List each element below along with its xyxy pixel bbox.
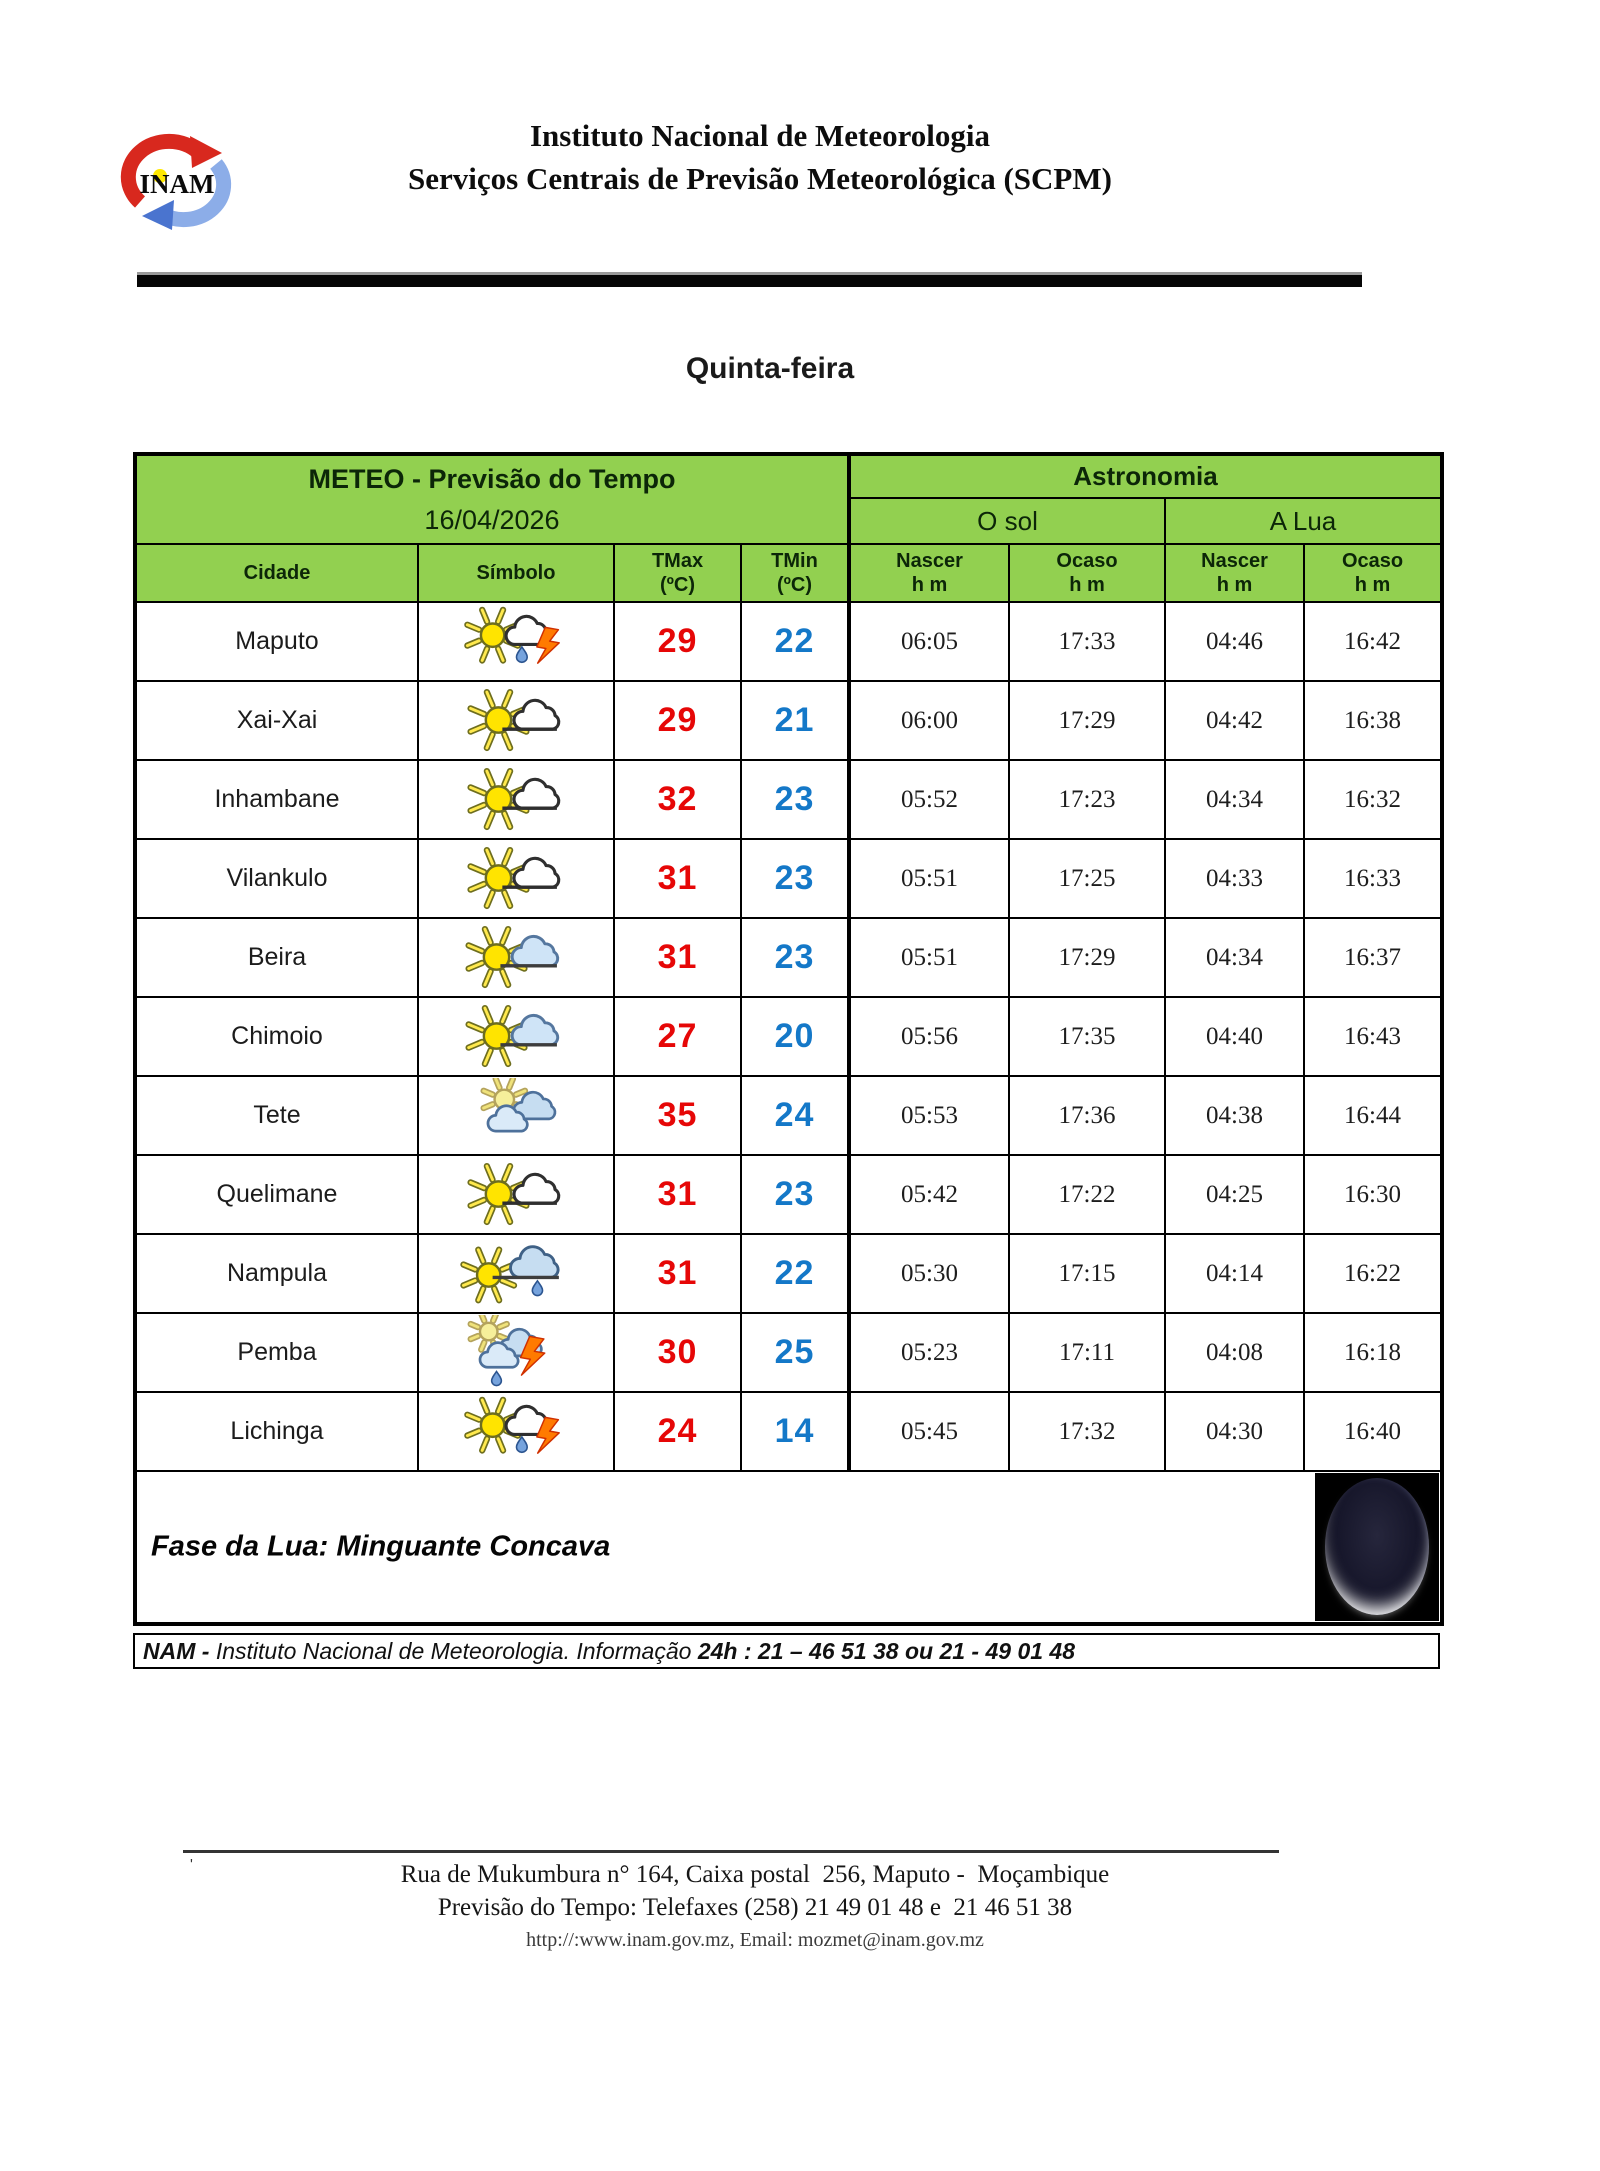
org-title <box>250 118 1270 197</box>
forecast-table <box>133 452 1444 1626</box>
col-header-sun-ocaso: Ocaso h m <box>1009 544 1165 602</box>
moon-rise-time: 04:14 <box>1165 1234 1304 1313</box>
city-name: Pemba <box>135 1313 418 1392</box>
moon-rise-time: 04:34 <box>1165 918 1304 997</box>
moon-rise-time: 04:42 <box>1165 681 1304 760</box>
weather-symbol-cell <box>418 760 614 839</box>
tmin-value: 22 <box>741 602 849 681</box>
sun-set-time: 17:35 <box>1009 997 1165 1076</box>
city-name: Tete <box>135 1076 418 1155</box>
col-header-tmax: TMax (ºC) <box>614 544 741 602</box>
logo-text: INAM <box>139 169 215 199</box>
moon-set-time: 16:33 <box>1304 839 1442 918</box>
moon-rise-time: 04:34 <box>1165 760 1304 839</box>
city-name: Inhambane <box>135 760 418 839</box>
moon-section-header: A Lua <box>1165 498 1442 544</box>
city-name: Lichinga <box>135 1392 418 1471</box>
moon-rise-time: 04:08 <box>1165 1313 1304 1392</box>
tmax-value: 27 <box>614 997 741 1076</box>
city-name: Chimoio <box>135 997 418 1076</box>
table-row <box>135 1155 1442 1234</box>
sun-set-time: 17:36 <box>1009 1076 1165 1155</box>
info-phone-numbers: 24h : 21 – 46 51 38 ou 21 - 49 01 48 <box>697 1637 1076 1664</box>
sun-set-time: 17:29 <box>1009 681 1165 760</box>
sun-cloud-icon <box>419 683 613 759</box>
tmin-value: 23 <box>741 918 849 997</box>
tmax-value: 31 <box>614 918 741 997</box>
city-name: Beira <box>135 918 418 997</box>
col-header-moon-ocaso: Ocaso h m <box>1304 544 1442 602</box>
weather-symbol-cell <box>418 839 614 918</box>
tmin-value: 24 <box>741 1076 849 1155</box>
moon-rise-time: 04:46 <box>1165 602 1304 681</box>
sun-rise-time: 05:51 <box>849 918 1009 997</box>
sun-rise-time: 05:52 <box>849 760 1009 839</box>
sun-set-time: 17:11 <box>1009 1313 1165 1392</box>
tmax-value: 31 <box>614 1234 741 1313</box>
forecast-date: 16/04/2026 <box>424 504 560 535</box>
footer <box>200 1861 1310 1952</box>
org-title-line2: Serviços Centrais de Previsão Meteorológica (SCPM) <box>408 161 1112 196</box>
footer-rule <box>183 1850 1279 1853</box>
sun-cloud-rain-lightning-icon <box>419 604 613 680</box>
info-prefix: NAM - <box>143 1637 216 1664</box>
inam-logo <box>116 126 238 234</box>
weather-symbol-cell <box>418 602 614 681</box>
tmin-value: 23 <box>741 1155 849 1234</box>
tmax-value: 30 <box>614 1313 741 1392</box>
sun-rise-time: 05:30 <box>849 1234 1009 1313</box>
tmin-value: 21 <box>741 681 849 760</box>
tmax-value: 29 <box>614 681 741 760</box>
city-name: Maputo <box>135 602 418 681</box>
city-name: Nampula <box>135 1234 418 1313</box>
footer-tick: ' <box>190 1856 193 1873</box>
moon-phase-row <box>135 1471 1442 1624</box>
tmin-value: 23 <box>741 760 849 839</box>
moon-rise-time: 04:38 <box>1165 1076 1304 1155</box>
sun-rise-time: 06:05 <box>849 602 1009 681</box>
city-name: Quelimane <box>135 1155 418 1234</box>
col-header-cidade: Cidade <box>135 544 418 602</box>
moon-set-time: 16:43 <box>1304 997 1442 1076</box>
tmax-value: 29 <box>614 602 741 681</box>
moon-set-time: 16:22 <box>1304 1234 1442 1313</box>
table-row <box>135 1234 1442 1313</box>
tmax-value: 31 <box>614 839 741 918</box>
col-header-moon-nascer: Nascer h m <box>1165 544 1304 602</box>
tmin-value: 22 <box>741 1234 849 1313</box>
table-row <box>135 918 1442 997</box>
sun-rise-time: 05:42 <box>849 1155 1009 1234</box>
sun-set-time: 17:32 <box>1009 1392 1165 1471</box>
sun-section-header: O sol <box>849 498 1165 544</box>
moon-set-time: 16:30 <box>1304 1155 1442 1234</box>
sun-cloud-icon <box>419 762 613 838</box>
tmin-value: 23 <box>741 839 849 918</box>
table-row <box>135 839 1442 918</box>
sun-rise-time: 05:23 <box>849 1313 1009 1392</box>
weather-symbol-cell <box>418 1155 614 1234</box>
meteo-header-cell <box>135 454 849 544</box>
sun-blue-cloud-icon <box>419 999 613 1075</box>
moon-set-time: 16:32 <box>1304 760 1442 839</box>
sun-rise-time: 05:53 <box>849 1076 1009 1155</box>
meteo-title: METEO - Previsão do Tempo <box>308 463 676 494</box>
sun-cloud-icon <box>419 841 613 917</box>
sun-rise-time: 05:56 <box>849 997 1009 1076</box>
col-header-sun-nascer: Nascer h m <box>849 544 1009 602</box>
day-title: Quinta-feira <box>685 352 855 385</box>
tmax-value: 32 <box>614 760 741 839</box>
storm-clouds-lightning-icon <box>419 1315 613 1391</box>
tmax-value: 35 <box>614 1076 741 1155</box>
weather-symbol-cell <box>418 1392 614 1471</box>
weather-symbol-cell <box>418 1313 614 1392</box>
moon-photo <box>1315 1473 1439 1621</box>
moon-set-time: 16:18 <box>1304 1313 1442 1392</box>
tmin-value: 20 <box>741 997 849 1076</box>
header-rule <box>137 272 1362 287</box>
sun-cloud-icon <box>419 1157 613 1233</box>
table-row <box>135 602 1442 681</box>
moon-set-time: 16:38 <box>1304 681 1442 760</box>
moon-set-time: 16:44 <box>1304 1076 1442 1155</box>
moon-set-time: 16:42 <box>1304 602 1442 681</box>
sun-set-time: 17:22 <box>1009 1155 1165 1234</box>
city-name: Vilankulo <box>135 839 418 918</box>
weather-symbol-cell <box>418 1076 614 1155</box>
weather-symbol-cell <box>418 997 614 1076</box>
tmax-value: 31 <box>614 1155 741 1234</box>
info-bar <box>133 1633 1440 1669</box>
sun-rise-time: 05:45 <box>849 1392 1009 1471</box>
tmin-value: 14 <box>741 1392 849 1471</box>
moon-rise-time: 04:25 <box>1165 1155 1304 1234</box>
moon-crescent-image <box>1325 1478 1429 1615</box>
table-row <box>135 760 1442 839</box>
weather-symbol-cell <box>418 1234 614 1313</box>
col-header-simbolo: Símbolo <box>418 544 614 602</box>
table-row <box>135 997 1442 1076</box>
sun-rise-time: 06:00 <box>849 681 1009 760</box>
moon-rise-time: 04:33 <box>1165 839 1304 918</box>
sun-behind-clouds-icon <box>419 1078 613 1154</box>
tmax-value: 24 <box>614 1392 741 1471</box>
table-row <box>135 1392 1442 1471</box>
sun-blue-cloud-icon <box>419 920 613 996</box>
footer-address: Rua de Mukumbura n° 164, Caixa postal 256, Maputo - Moçambique <box>400 1861 1110 1888</box>
city-name: Xai-Xai <box>135 681 418 760</box>
moon-set-time: 16:40 <box>1304 1392 1442 1471</box>
sun-rain-cloud-icon <box>419 1236 613 1312</box>
info-middle: Instituto Nacional de Meteorologia. Informação <box>215 1637 698 1664</box>
sun-set-time: 17:15 <box>1009 1234 1165 1313</box>
org-title-line1: Instituto Nacional de Meteorologia <box>529 118 991 153</box>
moon-phase-label: Fase da Lua: Minguante Concava <box>151 1530 611 1563</box>
weather-symbol-cell <box>418 918 614 997</box>
footer-telefaxes: Previsão do Tempo: Telefaxes (258) 21 49 01 48 e 21 46 51 38 <box>437 1894 1073 1921</box>
weather-symbol-cell <box>418 681 614 760</box>
tmin-value: 25 <box>741 1313 849 1392</box>
forecast-rows <box>135 602 1442 1471</box>
col-header-tmin: TMin (ºC) <box>741 544 849 602</box>
astronomia-header: Astronomia <box>849 454 1442 498</box>
moon-set-time: 16:37 <box>1304 918 1442 997</box>
moon-rise-time: 04:40 <box>1165 997 1304 1076</box>
sun-rise-time: 05:51 <box>849 839 1009 918</box>
logo-blue-arrow <box>142 200 174 230</box>
sun-set-time: 17:25 <box>1009 839 1165 918</box>
sun-set-time: 17:23 <box>1009 760 1165 839</box>
sun-set-time: 17:29 <box>1009 918 1165 997</box>
sun-cloud-rain-lightning-icon <box>419 1394 613 1470</box>
table-row <box>135 1076 1442 1155</box>
footer-website-email: http://:www.inam.gov.mz, Email: mozmet@inam.gov.mz <box>526 1929 984 1951</box>
table-row <box>135 1313 1442 1392</box>
sun-set-time: 17:33 <box>1009 602 1165 681</box>
moon-rise-time: 04:30 <box>1165 1392 1304 1471</box>
table-row <box>135 681 1442 760</box>
